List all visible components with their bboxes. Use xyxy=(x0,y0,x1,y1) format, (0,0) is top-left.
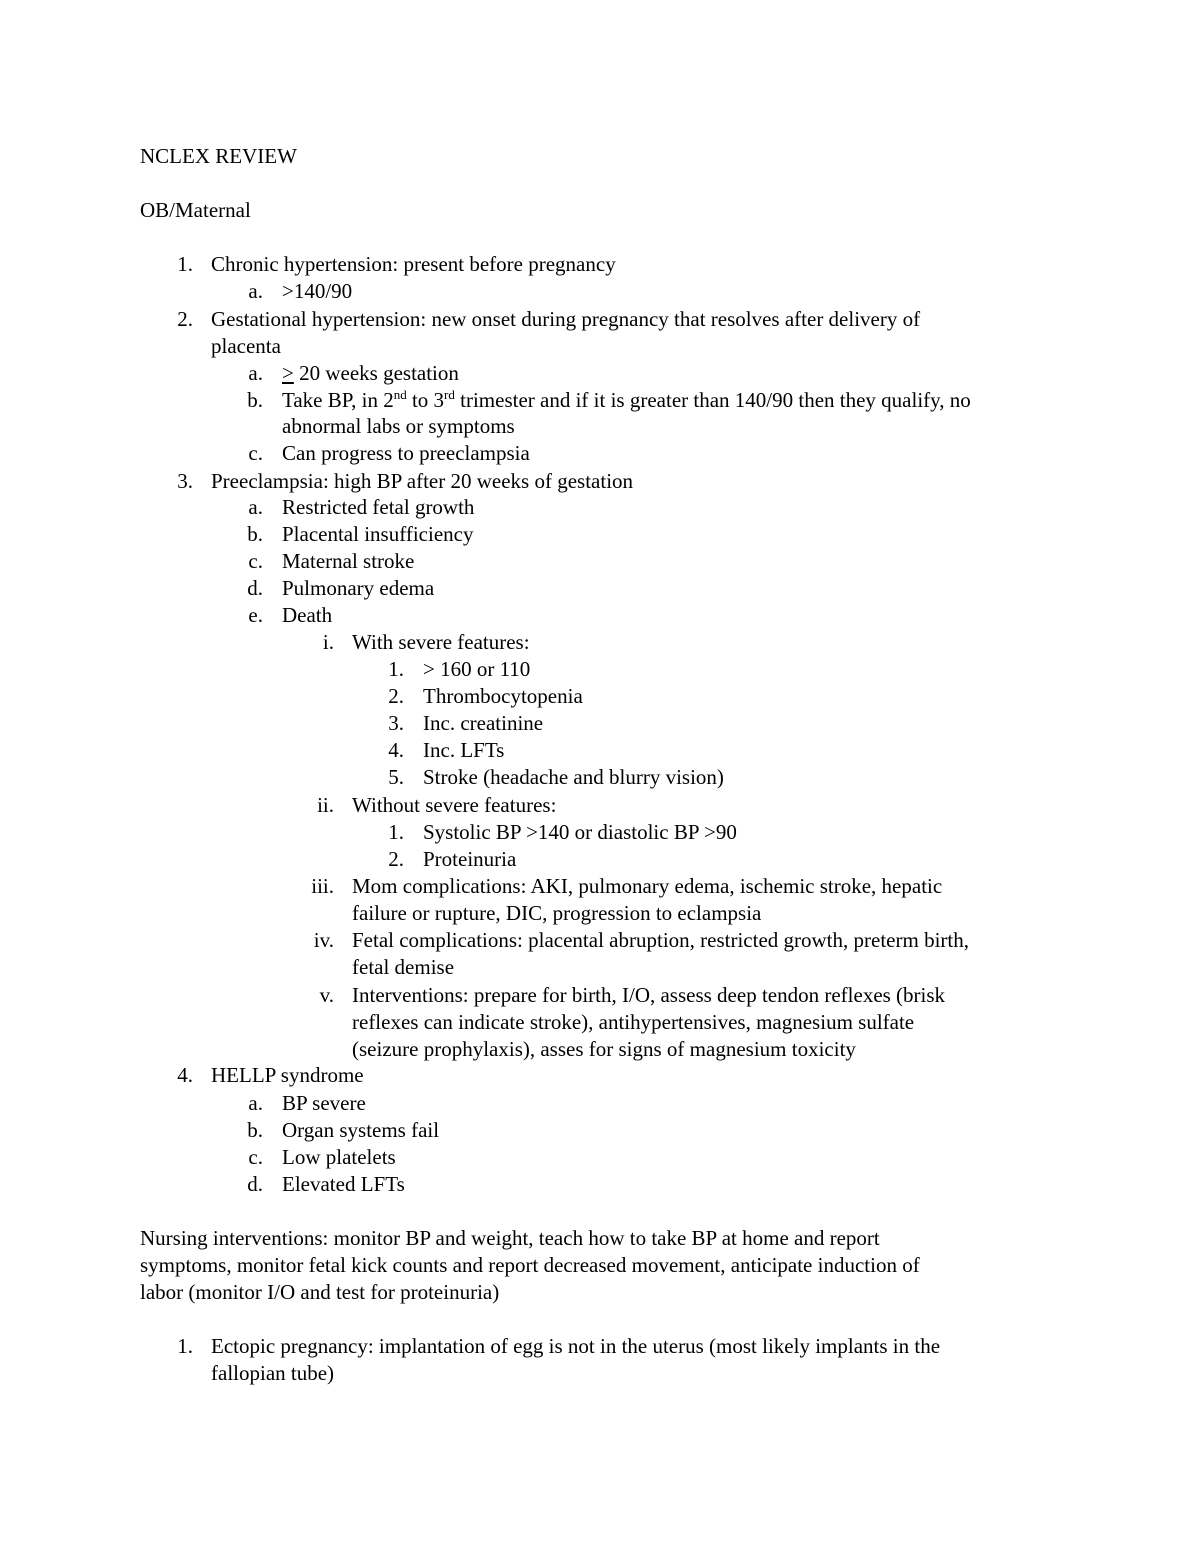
list-item-text xyxy=(282,360,459,387)
text-segment: Take BP, in 2 xyxy=(282,388,394,412)
list-marker: b. xyxy=(247,388,263,412)
list-item-text: Pulmonary edema xyxy=(282,576,435,600)
list-item-text: Without severe features: xyxy=(352,793,557,817)
paragraph-line: labor (monitor I/O and test for proteinuria) xyxy=(140,1280,500,1304)
list-marker: i. xyxy=(322,630,334,654)
greater-equal-symbol: > xyxy=(282,361,294,385)
list-marker: c. xyxy=(248,549,263,573)
list-marker: b. xyxy=(247,522,263,546)
list-item-text: Can progress to preeclampsia xyxy=(282,441,530,465)
list-item-text: Thrombocytopenia xyxy=(423,684,583,708)
list-item-text: placenta xyxy=(211,334,281,358)
list-marker: 4. xyxy=(388,738,404,762)
list-marker: 4. xyxy=(177,1063,193,1087)
list-item-text: Proteinuria xyxy=(423,847,517,871)
list-marker: 3. xyxy=(388,711,404,735)
list-marker: 1. xyxy=(388,820,404,844)
list-item-text: Inc. creatinine xyxy=(423,711,544,735)
list-item-text: Placental insufficiency xyxy=(282,522,474,546)
list-marker: a. xyxy=(248,361,263,385)
list-item-text: Mom complications: AKI, pulmonary edema, ischemic stroke, hepatic xyxy=(352,874,943,898)
list-marker: iii. xyxy=(311,874,334,898)
section-heading: OB/Maternal xyxy=(140,198,251,222)
list-item-text: HELLP syndrome xyxy=(211,1063,364,1087)
list-marker: v. xyxy=(319,983,334,1007)
text-segment: trimester and if it is greater than 140/90 then they qualify, no xyxy=(454,388,971,412)
list-marker: ii. xyxy=(317,793,334,817)
list-marker: b. xyxy=(247,1118,263,1142)
list-marker: a. xyxy=(248,279,263,303)
list-item-text: failure or rupture, DIC, progression to eclampsia xyxy=(352,901,762,925)
list-item-text: Systolic BP >140 or diastolic BP >90 xyxy=(423,820,737,844)
list-marker: e. xyxy=(248,603,263,627)
list-marker: 3. xyxy=(177,469,193,493)
superscript: nd xyxy=(393,387,407,402)
list-item-text: Interventions: prepare for birth, I/O, assess deep tendon reflexes (brisk xyxy=(352,983,946,1007)
list-marker: 1. xyxy=(177,252,193,276)
list-marker: 2. xyxy=(388,847,404,871)
list-marker: iv. xyxy=(313,928,334,952)
list-marker: a. xyxy=(248,1091,263,1115)
list-marker: a. xyxy=(248,495,263,519)
list-marker: 2. xyxy=(177,307,193,331)
text-segment: to 3 xyxy=(406,388,445,412)
list-item-text: Ectopic pregnancy: implantation of egg is not in the uterus (most likely implants in the xyxy=(211,1334,941,1358)
list-item-text: Stroke (headache and blurry vision) xyxy=(423,765,724,789)
list-marker: c. xyxy=(248,1145,263,1169)
list-item-text: fallopian tube) xyxy=(211,1361,335,1385)
list-item-text: Elevated LFTs xyxy=(282,1172,405,1196)
page-title: NCLEX REVIEW xyxy=(140,144,297,168)
list-item-text: Gestational hypertension: new onset during pregnancy that resolves after delivery of xyxy=(211,307,921,331)
list-item-text: With severe features: xyxy=(352,630,530,654)
list-marker: 2. xyxy=(388,684,404,708)
list-item-text: abnormal labs or symptoms xyxy=(282,414,515,438)
list-item-text: reflexes can indicate stroke), antihypertensives, magnesium sulfate xyxy=(352,1010,915,1034)
list-item-text: Low platelets xyxy=(282,1145,396,1169)
paragraph-line: symptoms, monitor fetal kick counts and report decreased movement, anticipate induction of xyxy=(140,1253,920,1277)
list-item-text: Inc. LFTs xyxy=(423,738,505,762)
list-item-text: BP severe xyxy=(282,1091,366,1115)
list-item-text: Restricted fetal growth xyxy=(282,495,475,519)
list-item-text: 20 weeks gestation xyxy=(293,361,459,385)
list-marker: d. xyxy=(247,576,263,600)
list-item-text: Maternal stroke xyxy=(282,549,415,573)
list-item-text: Death xyxy=(282,603,333,627)
list-item-text xyxy=(282,387,971,414)
list-item-text: Organ systems fail xyxy=(282,1118,440,1142)
list-marker: c. xyxy=(248,441,263,465)
list-marker: 1. xyxy=(388,657,404,681)
list-item-text: Preeclampsia: high BP after 20 weeks of gestation xyxy=(211,469,634,493)
paragraph-line: Nursing interventions: monitor BP and weight, teach how to take BP at home and report xyxy=(140,1226,880,1250)
list-item-text: fetal demise xyxy=(352,955,455,979)
list-item-text: >140/90 xyxy=(282,279,353,303)
list-item-text: Fetal complications: placental abruption, restricted growth, preterm birth, xyxy=(352,928,969,952)
list-item-text: Chronic hypertension: present before pregnancy xyxy=(211,252,616,276)
list-marker: 1. xyxy=(177,1334,193,1358)
superscript: rd xyxy=(444,387,455,402)
list-marker: d. xyxy=(247,1172,263,1196)
list-item-text: > 160 or 110 xyxy=(423,657,531,681)
list-item-text: (seizure prophylaxis), asses for signs of magnesium toxicity xyxy=(352,1037,856,1061)
list-marker: 5. xyxy=(388,765,404,789)
